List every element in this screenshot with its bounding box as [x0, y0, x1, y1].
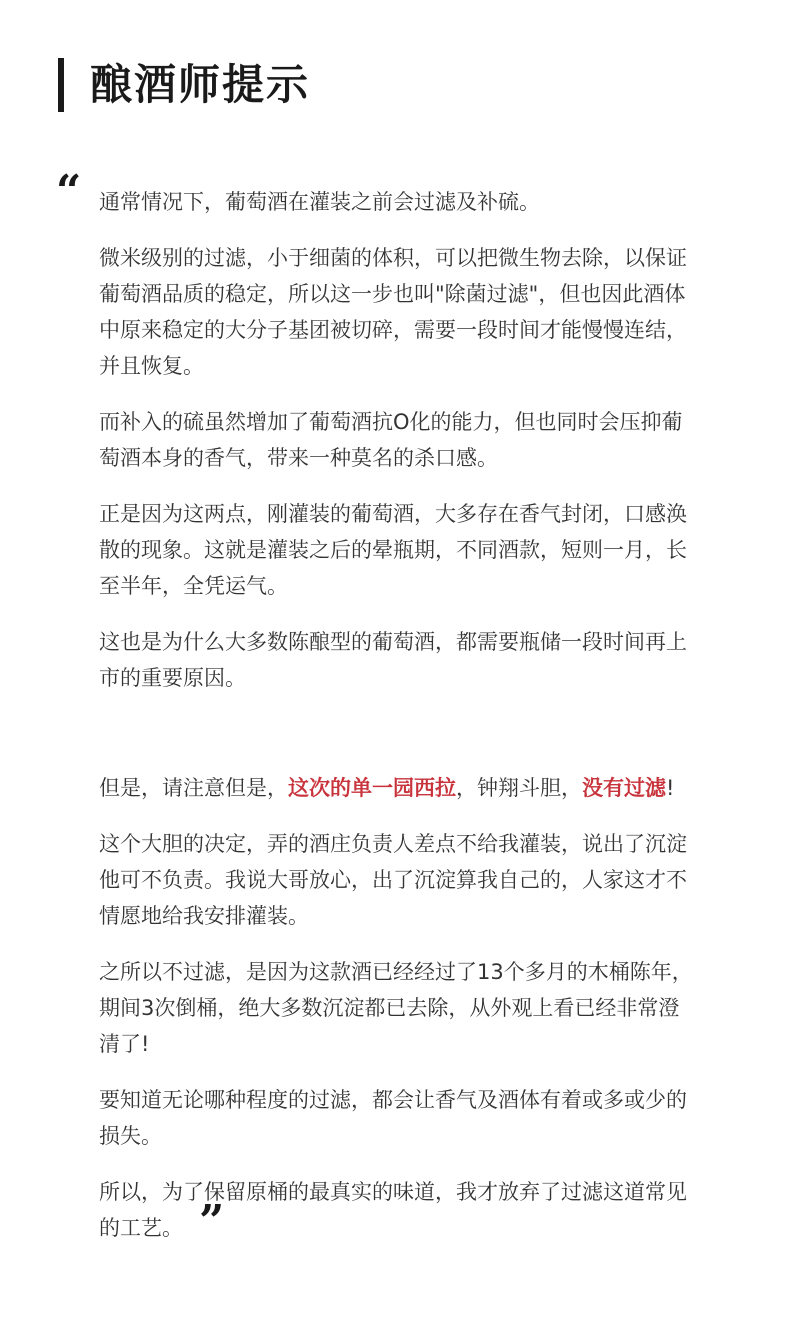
highlight-paragraph-text-1: 但是，请注意但是， [99, 776, 288, 800]
paragraph-9 [99, 1174, 699, 1246]
highlight-paragraph-text-3: ! [666, 776, 675, 800]
paragraph-6: 这个大胆的决定，弄的酒庄负责人差点不给我灌装，说出了沉淀他可不负责。我说大哥放心，出了沉淀算我自己的，人家这才不情愿地给我安排灌装。 [99, 832, 687, 928]
open-quote-icon: “ [56, 166, 82, 217]
header-accent-bar [58, 58, 64, 112]
paragraph-1: 通常情况下，葡萄酒在灌装之前会过滤及补硫。 [99, 190, 540, 214]
section-header [58, 58, 310, 112]
highlight-single-vineyard-syrah: 这次的单一园西拉 [288, 776, 456, 800]
paragraph-8: 要知道无论哪种程度的过滤，都会让香气及酒体有着或多或少的损失。 [99, 1088, 687, 1148]
paragraph-4: 正是因为这两点，刚灌装的葡萄酒，大多存在香气封闭，口感涣散的现象。这就是灌装之后的晕瓶期，不同酒款，短则一月，长至半年，全凭运气。 [99, 502, 687, 598]
highlight-paragraph [99, 770, 699, 806]
highlight-unfiltered: 没有过滤 [582, 776, 666, 800]
paragraph-3: 而补入的硫虽然增加了葡萄酒抗O化的能力，但也同时会压抑葡萄酒本身的香气，带来一种莫名的杀口感。 [99, 410, 683, 470]
article-body [99, 184, 699, 1266]
page-title: 酿酒师提示 [90, 60, 311, 109]
highlight-paragraph-text-2: ，钟翔斗胆， [456, 776, 582, 800]
paragraph-2: 微米级别的过滤，小于细菌的体积，可以把微生物去除，以保证葡萄酒品质的稳定，所以这一步也叫"除菌过滤"，但也因此酒体中原来稳定的大分子基团被切碎，需要一段时间才能慢慢连结，并且恢复。 [99, 246, 687, 378]
close-quote-icon: ” [199, 1196, 225, 1247]
section-spacer [99, 716, 699, 770]
paragraph-9-text: 所以，为了保留原桶的最真实的味道，我才放弃了过滤这道常见的工艺。 [99, 1180, 687, 1240]
paragraph-5: 这也是为什么大多数陈酿型的葡萄酒，都需要瓶储一段时间再上市的重要原因。 [99, 630, 687, 690]
paragraph-7: 之所以不过滤，是因为这款酒已经经过了13个多月的木桶陈年，期间3次倒桶，绝大多数沉淀都已去除，从外观上看已经非常澄清了! [99, 960, 693, 1056]
